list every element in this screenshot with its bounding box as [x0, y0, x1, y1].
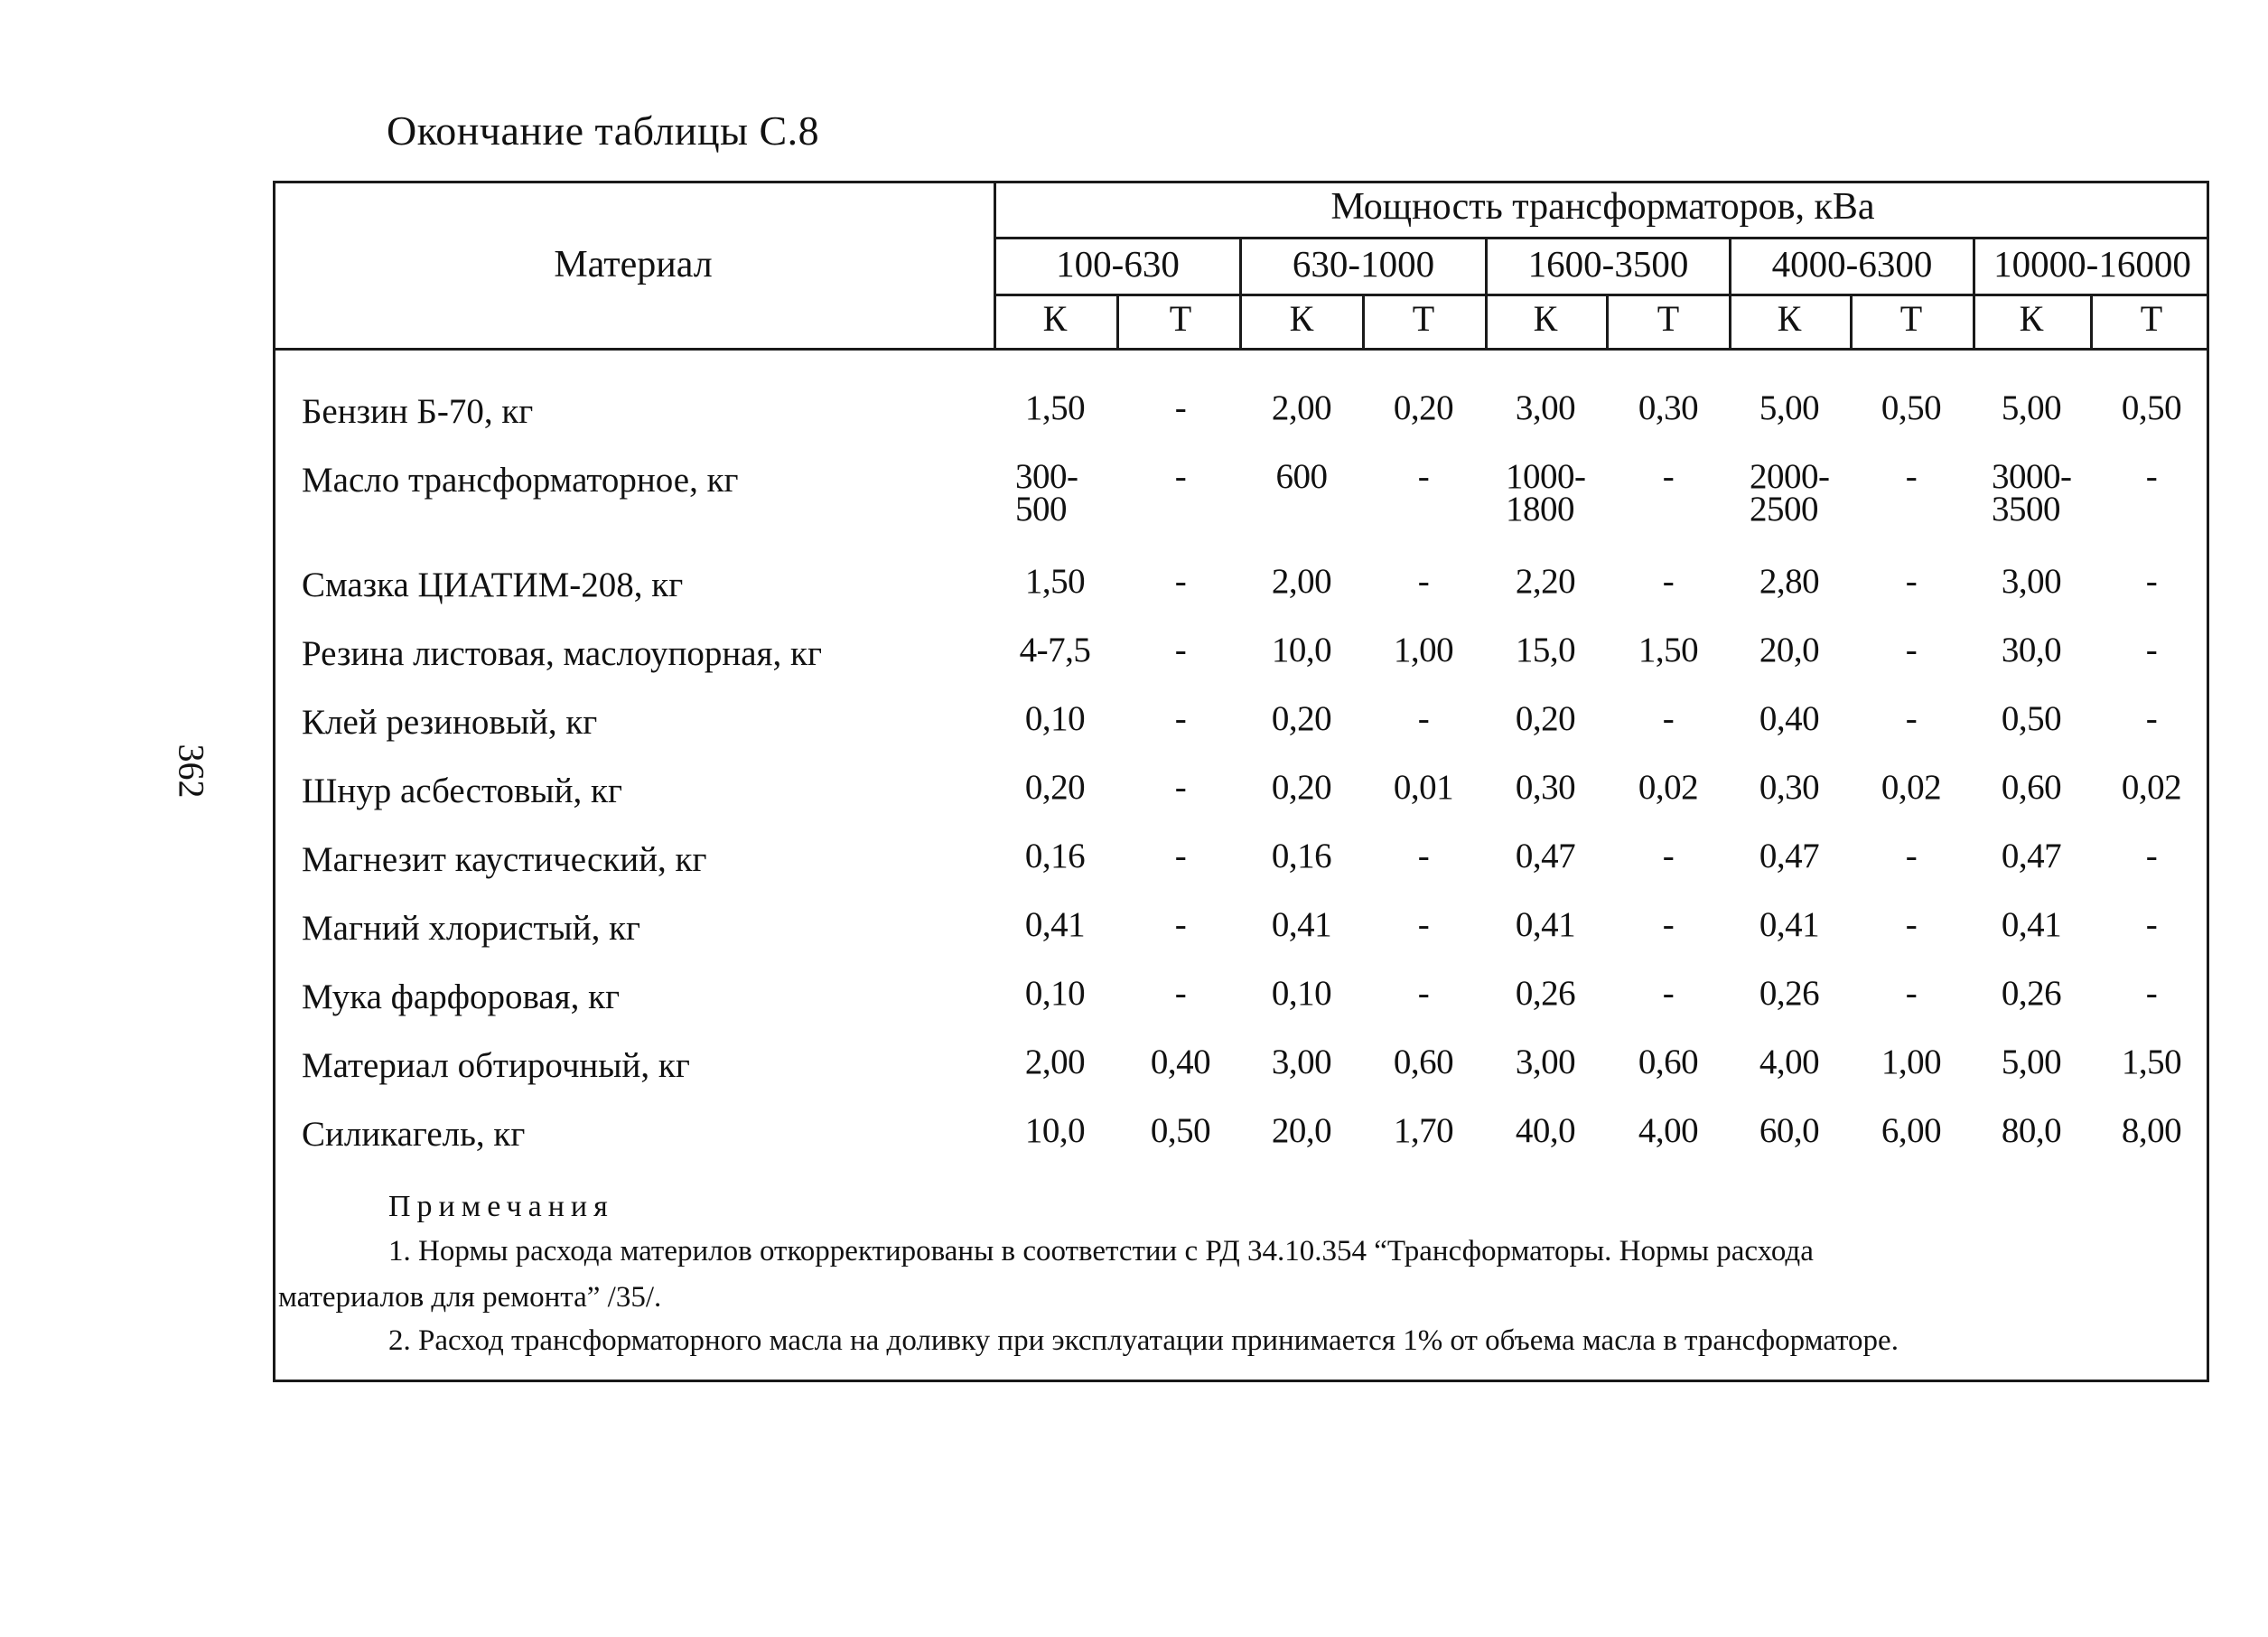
table-cell: -	[1417, 699, 1430, 738]
table-cell: 0,02	[1638, 768, 1699, 807]
table-caption: Окончание таблицы С.8	[387, 108, 820, 154]
table-cell: 5,00	[1759, 388, 1820, 427]
material-name: Масло трансформаторное, кг	[302, 461, 739, 500]
table-cell: -	[2145, 562, 2158, 601]
table-cell: 0,41	[1515, 905, 1576, 944]
header-subcol-8: Т	[1899, 298, 1923, 339]
table-cell: 40,0	[1515, 1111, 1576, 1150]
material-name: Смазка ЦИАТИМ-208, кг	[302, 566, 684, 604]
table-cell: -	[1417, 974, 1430, 1013]
header-divider-mid	[996, 294, 2209, 296]
table-cell: 0,60	[2001, 768, 2062, 807]
table-cell: 5,00	[2001, 388, 2062, 427]
table-cell: -	[1905, 562, 1918, 601]
table-cell: -	[2145, 837, 2158, 875]
note-2: 2. Расход трансформаторного масла на доливку при эксплуатации принимается 1% от объема масла в трансформаторе.	[388, 1324, 1899, 1357]
table-cell: -	[1417, 905, 1430, 944]
header-subcol-1: К	[1042, 298, 1068, 339]
header-group-2: 630-1000	[1292, 243, 1435, 285]
table-cell: 3,00	[1515, 1043, 1576, 1081]
table-cell: 1,50	[1024, 562, 1086, 601]
table-cell: -	[1174, 457, 1187, 496]
table-cell: 1,70	[1393, 1111, 1454, 1150]
table-cell: 300- 500	[1015, 457, 1078, 529]
table-cell: 0,20	[1024, 768, 1086, 807]
table-cell: 600	[1275, 457, 1328, 496]
page-number: 362	[171, 744, 212, 799]
table-cell: -	[1662, 905, 1675, 944]
note-1-line-2: материалов для ремонта” /35/.	[278, 1281, 662, 1314]
header-vline-sub-2	[1362, 294, 1365, 351]
table-cell: 10,0	[1024, 1111, 1086, 1150]
table-cell: -	[1174, 388, 1187, 427]
table-cell: 0,50	[1150, 1111, 1211, 1150]
table-cell: -	[1174, 905, 1187, 944]
table-cell: 2,00	[1024, 1043, 1086, 1081]
material-name: Резина листовая, маслоупорная, кг	[302, 634, 822, 673]
table-cell: 0,40	[1150, 1043, 1211, 1081]
table-cell: -	[1905, 905, 1918, 944]
header-subcol-9: К	[2019, 298, 2044, 339]
table-cell: 1,50	[1024, 388, 1086, 427]
table-cell: 4-7,5	[1019, 631, 1091, 669]
table-cell: 0,10	[1024, 974, 1086, 1013]
table-cell: -	[1662, 457, 1675, 496]
table-cell: 1,50	[2121, 1043, 2182, 1081]
table-cell: 0,10	[1271, 974, 1332, 1013]
table-cell: 0,02	[1881, 768, 1942, 807]
header-divider-top	[996, 237, 2209, 239]
table-cell: -	[2145, 457, 2158, 496]
header-subcol-6: Т	[1657, 298, 1680, 339]
header-subcol-7: К	[1777, 298, 1802, 339]
table-cell: -	[1905, 974, 1918, 1013]
table-cell: 0,26	[1515, 974, 1576, 1013]
table-cell: 0,30	[1515, 768, 1576, 807]
material-name: Бензин Б-70, кг	[302, 392, 534, 431]
table-cell: 60,0	[1759, 1111, 1820, 1150]
table-cell: 80,0	[2001, 1111, 2062, 1150]
table-cell: 15,0	[1515, 631, 1576, 669]
table-cell: -	[1905, 631, 1918, 669]
table-cell: 3,00	[1271, 1043, 1332, 1081]
table-cell: -	[1905, 837, 1918, 875]
table-cell: 0,41	[1759, 905, 1820, 944]
table-cell: 1,00	[1881, 1043, 1942, 1081]
header-material: Материал	[554, 244, 713, 285]
table-cell: 0,47	[1515, 837, 1576, 875]
table-cell: -	[1905, 457, 1918, 496]
table-cell: 0,50	[1881, 388, 1942, 427]
header-subcol-10: Т	[2140, 298, 2163, 339]
table-cell: 0,26	[1759, 974, 1820, 1013]
table-cell: 8,00	[2121, 1111, 2182, 1150]
table-cell: -	[1174, 768, 1187, 807]
table-cell: 4,00	[1638, 1111, 1699, 1150]
table-cell: 2000- 2500	[1750, 457, 1830, 529]
table-cell: -	[1417, 837, 1430, 875]
notes-title: Примечания	[388, 1190, 614, 1223]
table-cell: 0,01	[1393, 768, 1454, 807]
table-cell: 4,00	[1759, 1043, 1820, 1081]
table-cell: 6,00	[1881, 1111, 1942, 1150]
material-name: Магний хлористый, кг	[302, 909, 641, 948]
table-cell: 2,20	[1515, 562, 1576, 601]
table-cell: 2,00	[1271, 562, 1332, 601]
table-cell: 20,0	[1759, 631, 1820, 669]
table-cell: -	[1662, 699, 1675, 738]
material-name: Магнезит каустический, кг	[302, 840, 707, 879]
table-cell: 0,41	[1024, 905, 1086, 944]
header-subcol-3: К	[1289, 298, 1314, 339]
table-cell: 0,41	[2001, 905, 2062, 944]
table-cell: 0,20	[1271, 768, 1332, 807]
table-cell: -	[2145, 974, 2158, 1013]
table-cell: -	[1417, 562, 1430, 601]
table-cell: -	[1905, 699, 1918, 738]
table-cell: 0,02	[2121, 768, 2182, 807]
header-subcol-4: Т	[1412, 298, 1435, 339]
table-cell: 0,60	[1393, 1043, 1454, 1081]
table-cell: 0,10	[1024, 699, 1086, 738]
table-cell: -	[1174, 631, 1187, 669]
table-cell: 0,20	[1515, 699, 1576, 738]
material-name: Мука фарфоровая, кг	[302, 978, 621, 1016]
header-subcol-5: К	[1533, 298, 1558, 339]
table-cell: 0,50	[2121, 388, 2182, 427]
material-name: Клей резиновый, кг	[302, 703, 598, 742]
table-cell: 0,26	[2001, 974, 2062, 1013]
table-cell: 20,0	[1271, 1111, 1332, 1150]
table-cell: 0,16	[1024, 837, 1086, 875]
table-cell: 0,20	[1393, 388, 1454, 427]
table-cell: -	[1417, 457, 1430, 496]
table-cell: 0,41	[1271, 905, 1332, 944]
header-power: Мощность трансформаторов, кВа	[1330, 186, 1875, 228]
table-cell: -	[1174, 837, 1187, 875]
material-name: Шнур асбестовый, кг	[302, 772, 622, 810]
table-cell: 2,80	[1759, 562, 1820, 601]
table-cell: 1000- 1800	[1506, 457, 1586, 529]
table-cell: 10,0	[1271, 631, 1332, 669]
table-cell: 3,00	[1515, 388, 1576, 427]
header-vline-sub-5	[2090, 294, 2093, 351]
table-cell: -	[2145, 699, 2158, 738]
table-cell: -	[2145, 905, 2158, 944]
table-cell: 0,50	[2001, 699, 2062, 738]
table-cell: 0,40	[1759, 699, 1820, 738]
header-vline-sub-1	[1116, 294, 1119, 351]
table-cell: -	[1174, 974, 1187, 1013]
header-group-5: 10000-16000	[1993, 243, 2191, 285]
table-cell: 5,00	[2001, 1043, 2062, 1081]
table-cell: -	[1662, 974, 1675, 1013]
note-1-line-1: 1. Нормы расхода материлов откорректированы в соответстии с РД 34.10.354 “Трансформаторы. Нормы расхода	[388, 1235, 1814, 1268]
header-group-1: 100-630	[1056, 243, 1180, 285]
table-cell: 0,47	[2001, 837, 2062, 875]
material-name: Силикагель, кг	[302, 1115, 526, 1154]
table-cell: 1,50	[1638, 631, 1699, 669]
table-cell: 0,47	[1759, 837, 1820, 875]
header-group-4: 4000-6300	[1771, 243, 1933, 285]
table-cell: 1,00	[1393, 631, 1454, 669]
header-group-3: 1600-3500	[1527, 243, 1689, 285]
table-cell: 0,60	[1638, 1043, 1699, 1081]
table-cell: 0,16	[1271, 837, 1332, 875]
table-cell: 2,00	[1271, 388, 1332, 427]
table-cell: 0,30	[1759, 768, 1820, 807]
table-cell: -	[1662, 562, 1675, 601]
table-cell: 0,30	[1638, 388, 1699, 427]
table-cell: -	[1174, 699, 1187, 738]
material-name: Материал обтирочный, кг	[302, 1046, 690, 1085]
header-vline-sub-4	[1850, 294, 1853, 351]
table-cell: 30,0	[2001, 631, 2062, 669]
table-cell: 3,00	[2001, 562, 2062, 601]
table-cell: -	[1662, 837, 1675, 875]
table-cell: 0,20	[1271, 699, 1332, 738]
header-vline-sub-3	[1606, 294, 1609, 351]
header-subcol-2: Т	[1169, 298, 1192, 339]
table-cell: -	[2145, 631, 2158, 669]
table-cell: -	[1174, 562, 1187, 601]
table-cell: 3000- 3500	[1992, 457, 2072, 529]
